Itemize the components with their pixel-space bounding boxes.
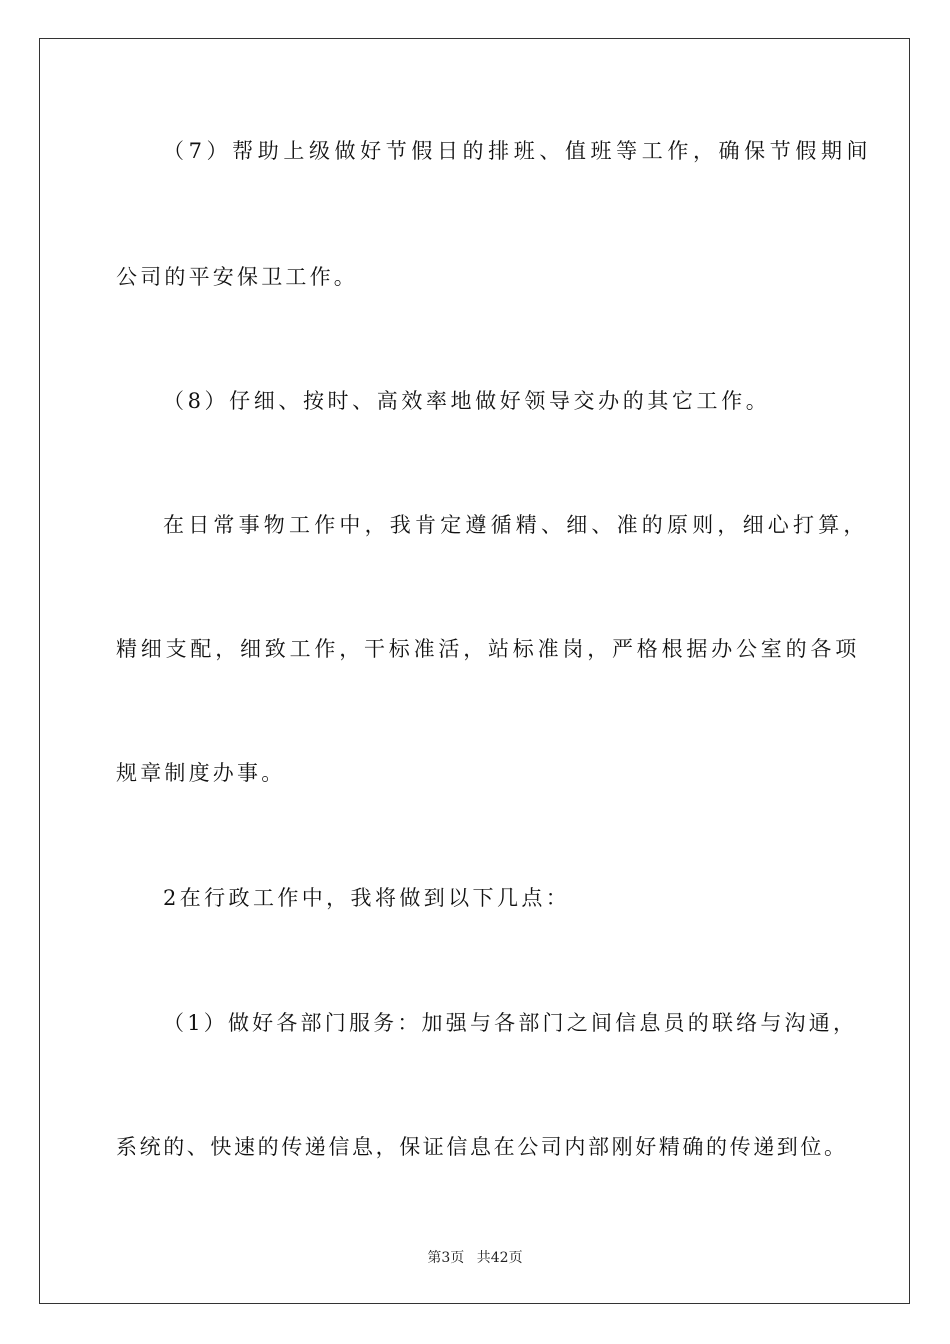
paragraph-line: 系统的、快速的传递信息，保证信息在公司内部刚好精确的传递到位。	[116, 1135, 848, 1159]
total-pages-label: 共42页	[476, 1250, 523, 1266]
paragraph-line: （8）仔细、按时、高效率地做好领导交办的其它工作。	[163, 389, 771, 413]
paragraph-line: 公司的平安保卫工作。	[116, 265, 358, 289]
paragraph-line: 在日常事物工作中，我肯定遵循精、细、准的原则，细心打算，	[163, 513, 869, 537]
page-footer	[0, 1248, 950, 1268]
paragraph-line: （7）帮助上级做好节假日的排班、值班等工作，确保节假期间	[163, 139, 873, 163]
current-page-label: 第3页	[427, 1250, 465, 1266]
paragraph-line: （1）做好各部门服务：加强与各部门之间信息员的联络与沟通，	[163, 1011, 858, 1035]
page-border	[39, 38, 910, 1304]
paragraph-line: 规章制度办事。	[116, 761, 286, 785]
paragraph-line: 2在行政工作中，我将做到以下几点：	[163, 886, 571, 910]
paragraph-line: 精细支配，细致工作，干标准活，站标准岗，严格根据办公室的各项	[116, 637, 860, 661]
